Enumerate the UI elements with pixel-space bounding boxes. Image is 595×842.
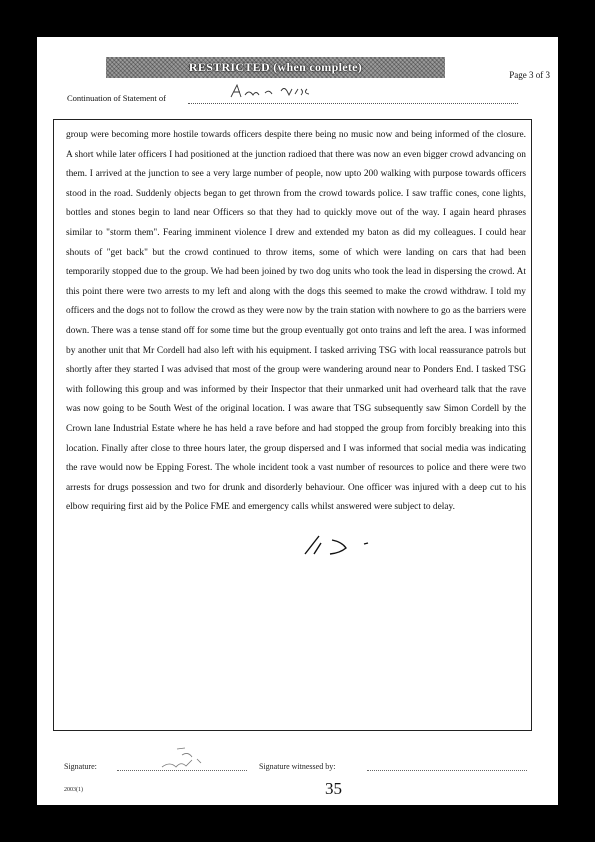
restricted-banner <box>106 57 445 78</box>
signature-mark-icon <box>302 530 387 558</box>
continuation-line <box>188 103 518 104</box>
signature-line <box>117 770 247 771</box>
signature-label: Signature: <box>64 762 97 771</box>
page-label: Page 3 of 3 <box>509 70 550 80</box>
witnessed-label: Signature witnessed by: <box>259 762 336 771</box>
statement-text: group were becoming more hostile towards officers despite there being no music now and being informed of the closure. A short while later officers I had positioned at the junction radioed that there was now an even bigger crowd advancing on them. I arrived at the junction to see a very large number of people, now upto 200 walking with purpose towards officers stood in the road. Suddenly objects began to get thrown from the crowd towards police. I saw traffic cones, cone lights, bottles and stones begin to land near Officers so that they had to quickly move out of the way. I again heard phrases similar to "storm them". Fearing imminent violence I drew and extended my baton as did my colleagues. I could hear shouts of "get back" but the crowd continued to throw items, some of which were landing on cars that had been temporarily stopped due to the group. We had been joined by two dog units who took the lead in dispersing the crowd. At this point there were two arrests to my left and along with the dogs this seemed to make the crowd withdraw. I told my officers and the dogs not to follow the crowd as they were now by the train station with nowhere to go as the barriers were down. There was a tense stand off for some time but the group eventually got onto trains and left the area. I was informed by another unit that Mr Cordell had also left with his equipment. I tasked arriving TSG with local reassurance patrols but shortly after they started I was advised that most of the group were wandering around near to Ponders End. I tasked TSG with following this group and was informed by their Inspector that their unmarked unit had overheard talk that the rave was now going to be South West of the original location. I was aware that TSG subsequently saw Simon Cordell by the Crown lane Industrial Estate where he has held a rave before and had stopped the group from forcibly breaking into this location. Finally after close to three hours later, the group dispersed and I was informed that social media was indicating the rave would now be Epping Forest. The whole incident took a vast number of resources to police and there were two arrests for drugs possession and two for drunk and disorderly behaviour. One officer was injured with a deep cut to his elbow requiring first aid by the Police FME and emergency calls whilst answered were subject to delay. <box>66 130 526 513</box>
signature-scribble-icon <box>122 745 232 773</box>
witness-line <box>367 770 527 771</box>
banner-text: RESTRICTED (when complete) <box>188 60 363 74</box>
form-code: 2003(1) <box>64 787 83 793</box>
continuation-label: Continuation of Statement of <box>67 93 166 103</box>
statement-box <box>53 119 532 731</box>
statement-page <box>37 37 558 805</box>
page-number: 35 <box>325 779 342 798</box>
handwritten-name-icon <box>229 81 319 101</box>
